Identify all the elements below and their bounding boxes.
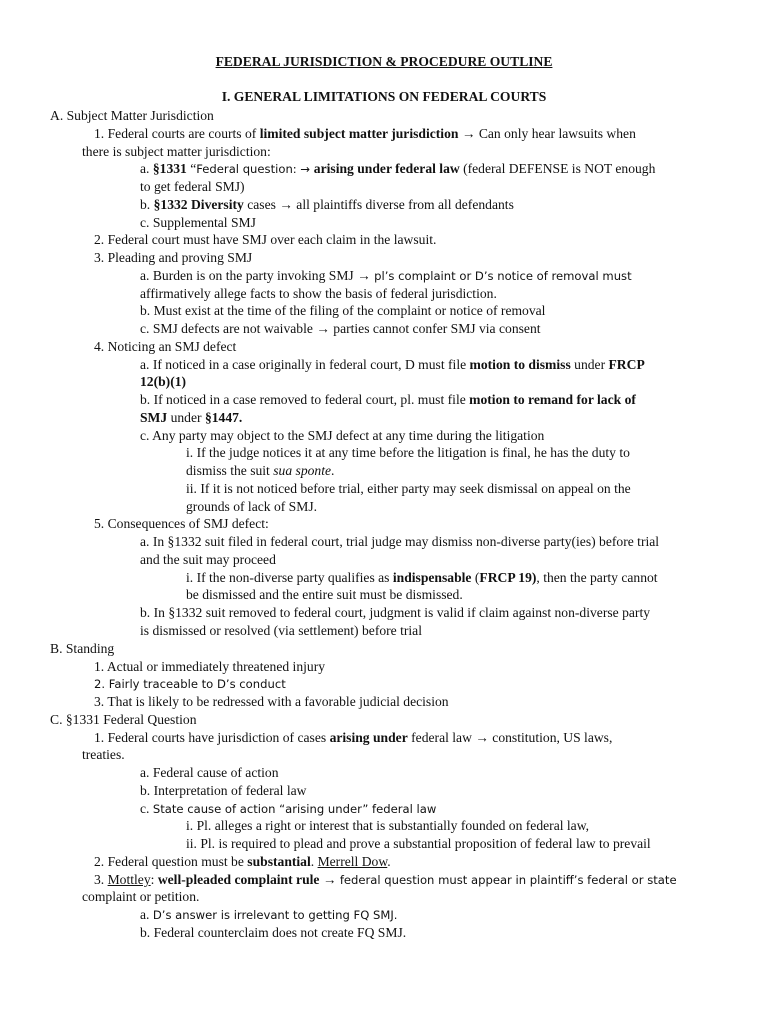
line-text: State cause of action “arising under” federal law (152, 802, 437, 816)
line-text: federal question must appear in plaintiff’s federal or state (339, 873, 677, 887)
outline-line (140, 214, 256, 231)
line-text: , then the party cannot (536, 570, 658, 585)
outline-line (140, 604, 650, 621)
outline-line (140, 427, 544, 444)
line-text: Federal question: → (196, 162, 314, 176)
line-text: a. (140, 907, 153, 922)
outline-line (140, 800, 436, 818)
line-text: indispensable (392, 570, 472, 585)
document-title: FEDERAL JURISDICTION & PROCEDURE OUTLINE (215, 54, 553, 69)
outline-line (186, 498, 317, 515)
line-text: b. Must exist at the time of the filing of the complaint or notice of removal (140, 303, 546, 318)
line-text: §1332 Diversity (153, 197, 244, 212)
line-text: i. Pl. alleges a right or interest that is substantially founded on federal law, (186, 818, 590, 833)
outline-line (94, 515, 269, 532)
outline-line (50, 107, 214, 124)
outline-line (94, 658, 325, 675)
line-text: arising under federal law (313, 161, 460, 176)
line-text: i. If the non-diverse party qualifies as (186, 570, 393, 585)
line-text: 4. Noticing an SMJ defect (94, 339, 237, 354)
line-text: 2. Federal question must be (94, 854, 248, 869)
line-text: . (387, 854, 391, 869)
outline-line (94, 675, 286, 693)
line-text: substantial (247, 854, 311, 869)
line-text: b. In §1332 suit removed to federal court, judgment is valid if claim against non-diverse party (140, 605, 651, 620)
outline-line (140, 622, 422, 639)
line-text: i. If the judge notices it at any time before the litigation is final, he has the duty to (186, 445, 630, 460)
line-text: 5. Consequences of SMJ defect: (94, 516, 269, 531)
outline-line (140, 533, 659, 550)
line-text: pl’s complaint or D’s notice of removal must (374, 269, 632, 283)
line-text: well-pleaded complaint rule (157, 872, 320, 887)
line-text: and the suit may proceed (140, 552, 276, 567)
line-text: A. Subject Matter Jurisdiction (50, 108, 214, 123)
outline-line (140, 178, 245, 195)
line-text: (federal DEFENSE is NOT enough (459, 161, 656, 176)
outline-line (50, 711, 197, 728)
line-text: a. If noticed in a case originally in federal court, D must file (140, 357, 470, 372)
line-text: limited subject matter jurisdiction (259, 126, 459, 141)
line-text: is dismissed or resolved (via settlement) before trial (140, 623, 422, 638)
outline-line (94, 249, 252, 266)
line-text: c. (140, 801, 153, 816)
line-text: 3. (94, 872, 108, 887)
line-text: c. Supplemental SMJ (140, 215, 256, 230)
line-text: a. Burden is on the party invoking SMJ → (140, 268, 375, 283)
line-text: a. (140, 161, 153, 176)
outline-line (186, 444, 630, 461)
line-text: a. In §1332 suit filed in federal court, trial judge may dismiss non-diverse party(ies) before trial (140, 534, 660, 549)
line-text: ii. If it is not noticed before trial, either party may seek dismissal on appeal on the (186, 481, 631, 496)
outline-line (140, 196, 514, 213)
line-text: 1. Federal courts are courts of (94, 126, 260, 141)
line-text: arising under (329, 730, 408, 745)
outline-line (140, 302, 545, 319)
line-text: §1447. (204, 410, 243, 425)
outline-line (140, 391, 636, 408)
line-text: b. Federal counterclaim does not create FQ SMJ. (140, 925, 407, 940)
line-text: sua sponte (273, 463, 332, 478)
outline-line (186, 462, 334, 479)
line-text: SMJ (140, 410, 168, 425)
line-text: cases → all plaintiffs diverse from all defendants (243, 197, 514, 212)
outline-line (140, 764, 279, 781)
outline-line (140, 906, 397, 924)
line-text: §1331 (152, 161, 187, 176)
outline-line (186, 586, 463, 603)
line-text: dismiss the suit (186, 463, 274, 478)
outline-line (50, 640, 114, 657)
outline-line (140, 924, 406, 941)
line-text: federal law → constitution, US laws, (407, 730, 613, 745)
line-text: : (150, 872, 158, 887)
line-text: be dismissed and the entire suit must be dismissed. (186, 587, 463, 602)
outline-line (140, 285, 497, 302)
outline-line (186, 480, 631, 497)
outline-line (186, 835, 651, 852)
line-text: 12(b)(1) (140, 374, 187, 389)
outline-line (140, 320, 541, 337)
outline-line (186, 817, 589, 834)
line-text: B. Standing (50, 641, 115, 656)
outline-line (94, 871, 677, 889)
outline-line (94, 338, 236, 355)
line-text: there is subject matter jurisdiction: (82, 144, 271, 159)
line-text: ( (471, 570, 480, 585)
section-heading: I. GENERAL LIMITATIONS ON FEDERAL COURTS (221, 89, 547, 104)
outline-line (140, 160, 655, 178)
outline-line (94, 729, 612, 746)
line-text: c. SMJ defects are not waivable → parties cannot confer SMJ via consent (140, 321, 541, 336)
line-text: to get federal SMJ) (140, 179, 245, 194)
outline-line (186, 569, 658, 586)
outline-line (94, 693, 449, 710)
line-text: treaties. (82, 747, 125, 762)
outline-line (82, 888, 199, 905)
outline-line (140, 782, 306, 799)
outline-line (140, 267, 632, 285)
outline-line (94, 853, 391, 870)
line-text: . (331, 463, 335, 478)
line-text: b. If noticed in a case removed to federal court, pl. must file (140, 392, 470, 407)
outline-line (140, 409, 242, 426)
line-text: → Can only hear lawsuits when (458, 126, 636, 141)
line-text: “ (186, 161, 197, 176)
line-text: 2. Fairly traceable to D’s conduct (94, 677, 286, 691)
line-text: under (167, 410, 205, 425)
line-text: b. (140, 197, 154, 212)
line-text: under (570, 357, 609, 372)
line-text: D’s answer is irrelevant to getting FQ SMJ. (152, 908, 398, 922)
line-text: 3. Pleading and proving SMJ (94, 250, 253, 265)
line-text: 2. Federal court must have SMJ over each claim in the lawsuit. (94, 232, 437, 247)
line-text: b. Interpretation of federal law (140, 783, 307, 798)
line-text: 3. That is likely to be redressed with a favorable judicial decision (94, 694, 449, 709)
line-text: motion to dismiss (469, 357, 571, 372)
line-text: 1. Federal courts have jurisdiction of cases (94, 730, 330, 745)
line-text: 1. Actual or immediately threatened injury (94, 659, 326, 674)
outline-line (140, 373, 186, 390)
outline-line (82, 746, 125, 763)
line-text: grounds of lack of SMJ. (186, 499, 318, 514)
case-name: Merrell Dow (317, 854, 388, 869)
line-text: complaint or petition. (82, 889, 200, 904)
outline-line (82, 143, 271, 160)
line-text: a. Federal cause of action (140, 765, 279, 780)
line-text: ii. Pl. is required to plead and prove a substantial proposition of federal law to prevail (186, 836, 651, 851)
line-text: . (310, 854, 318, 869)
outline-line (140, 356, 645, 373)
outline-line (94, 125, 636, 142)
line-text: → (319, 872, 340, 887)
case-name: Mottley (107, 872, 151, 887)
line-text: c. Any party may object to the SMJ defect at any time during the litigation (140, 428, 545, 443)
line-text: C. §1331 Federal Question (50, 712, 197, 727)
line-text: FRCP (608, 357, 645, 372)
outline-line (140, 551, 276, 568)
outline-line (94, 231, 436, 248)
line-text: FRCP 19) (479, 570, 537, 585)
line-text: affirmatively allege facts to show the basis of federal jurisdiction. (140, 286, 497, 301)
line-text: motion to remand for lack of (469, 392, 636, 407)
